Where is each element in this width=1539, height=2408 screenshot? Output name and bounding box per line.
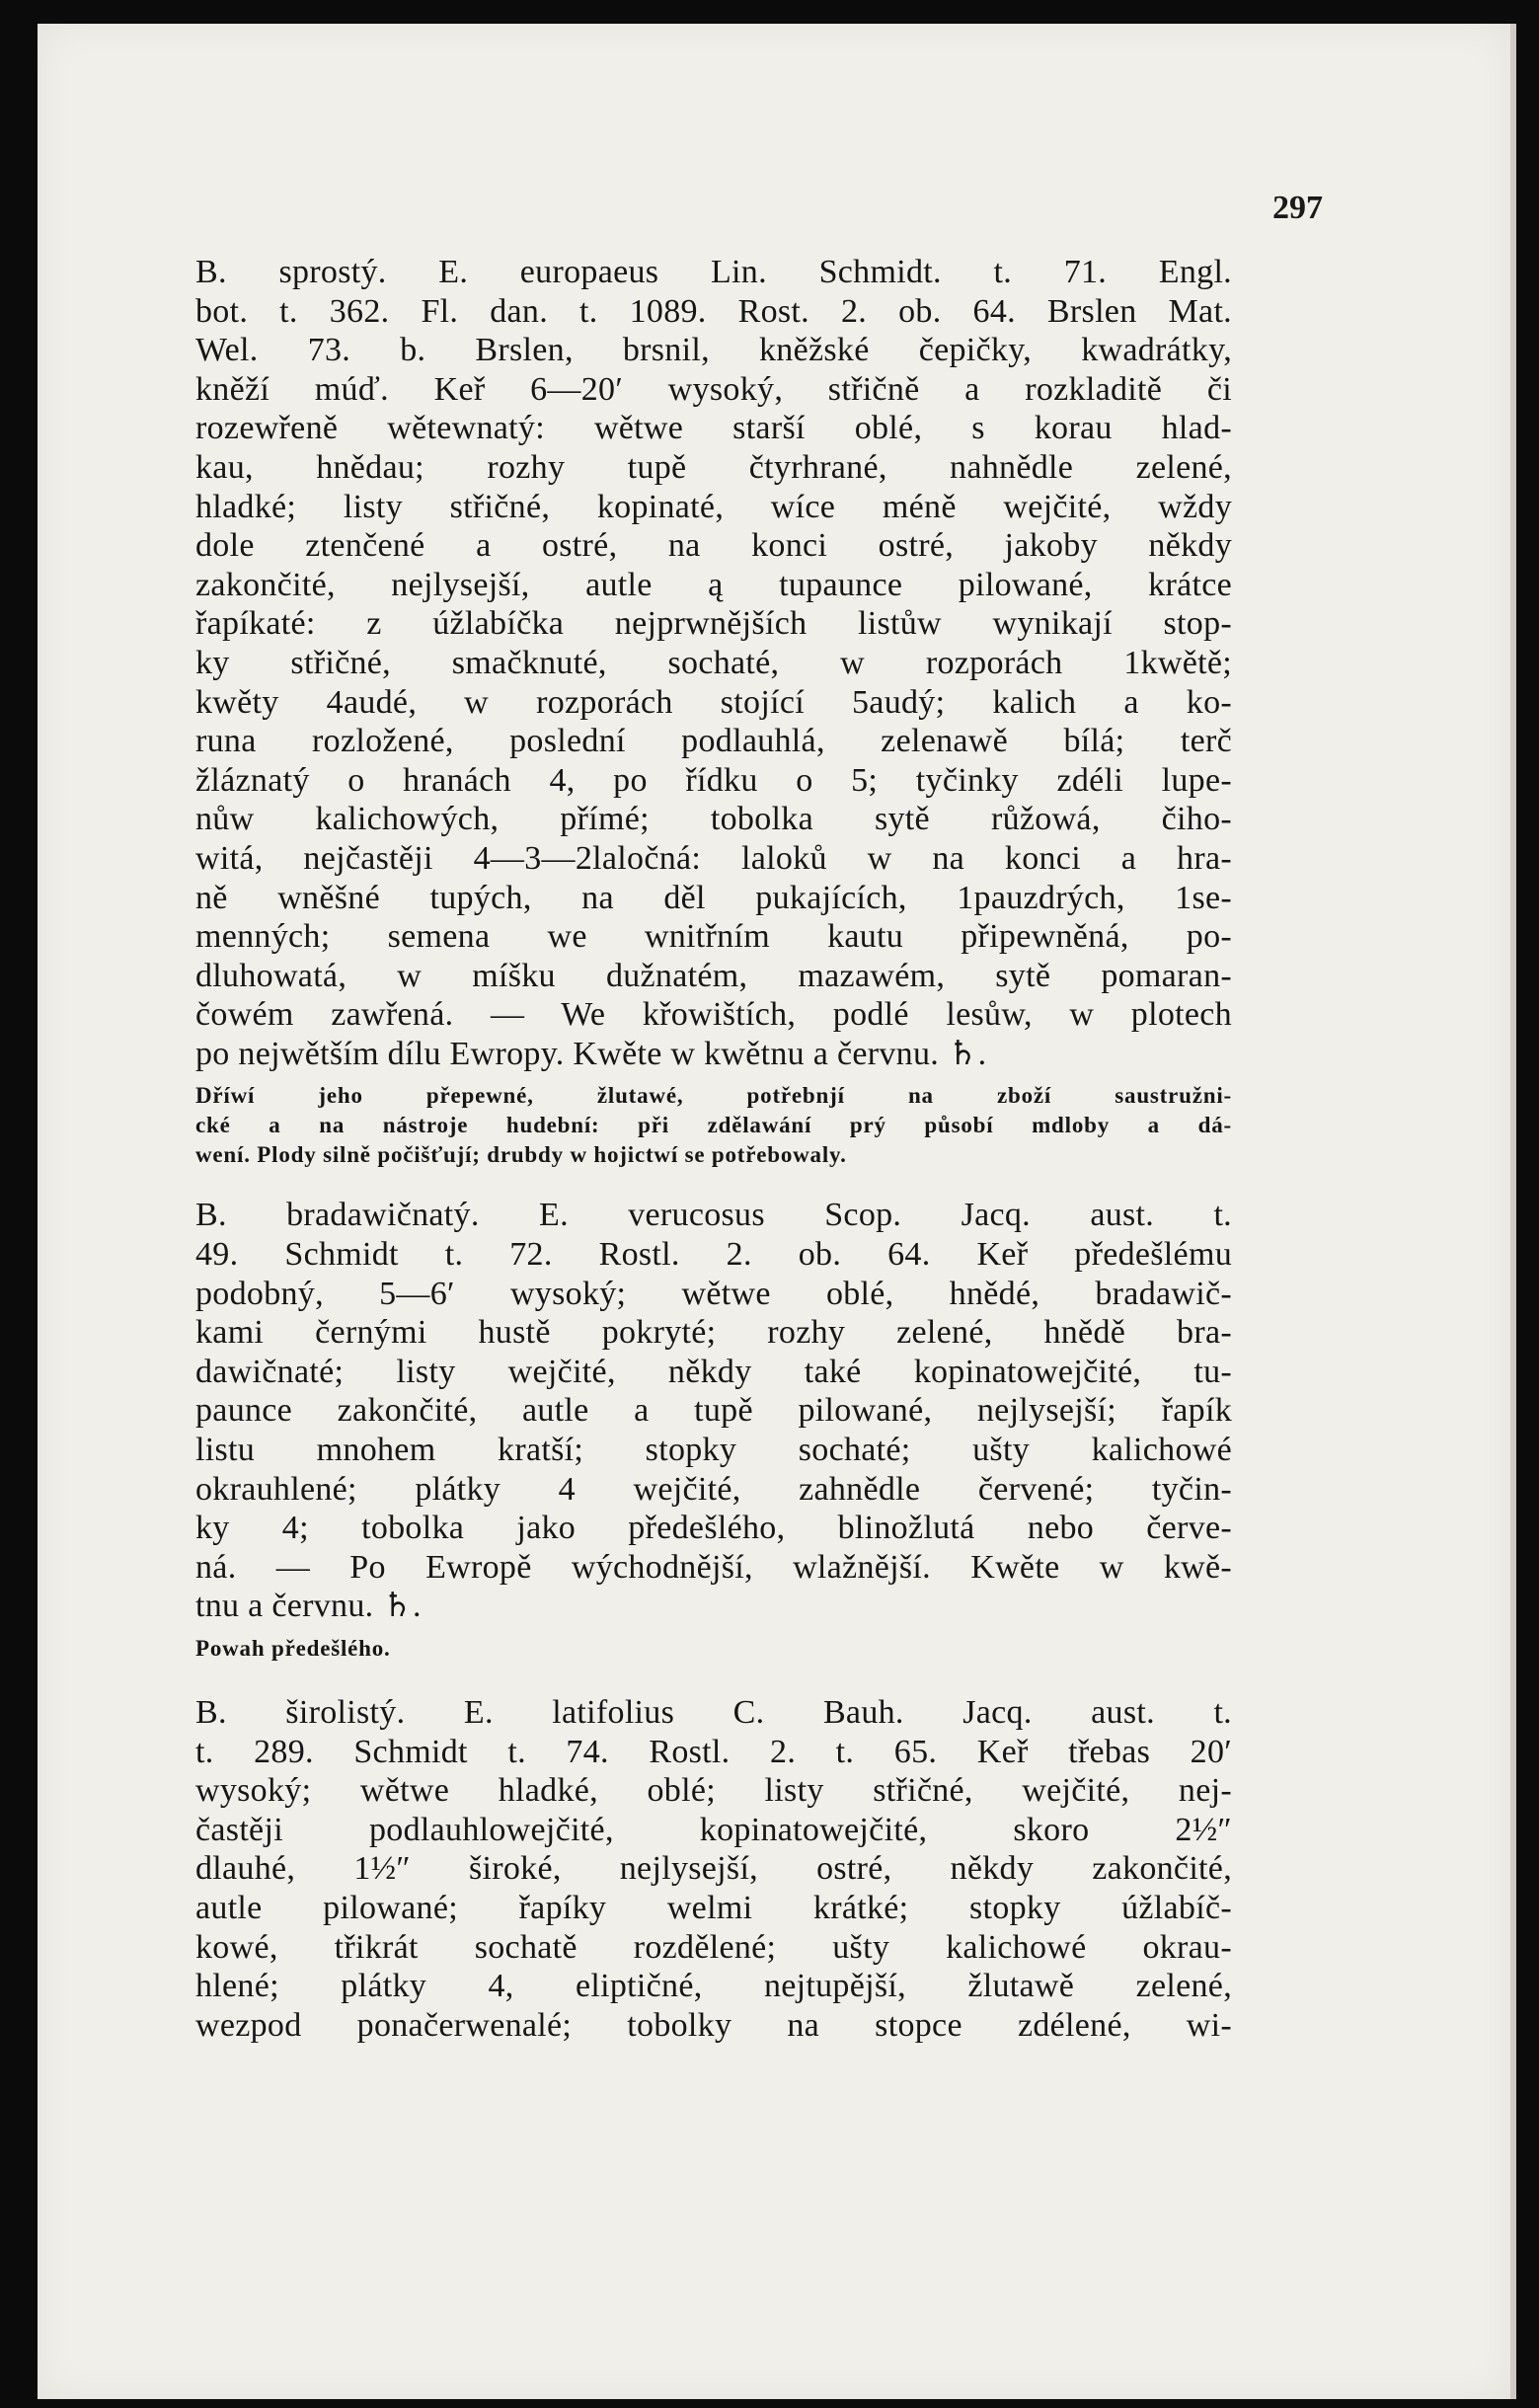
text-line: řapíkaté: z úžlabíčka nejprwnějších listůw wynikají stop- (195, 605, 1232, 643)
text-line: rozewřeně wětewnatý: wětwe starší oblé, s korau hlad- (195, 410, 1232, 447)
text-line: dlauhé, 1½″ široké, nejlysejší, ostré, někdy zakončité, (195, 1850, 1232, 1888)
text-line: kwěty 4audé, w rozporách stojící 5audý; kalich a ko- (195, 683, 1232, 721)
text-line: hladké; listy střičné, kopinaté, wíce méně wejčité, wždy (195, 488, 1232, 525)
text-line: B. sprostý. E. europaeus Lin. Schmidt. t. 71. Engl. (195, 254, 1232, 290)
text-line: B. bradawičnatý. E. verucosus Scop. Jacq. aust. t. (195, 1197, 1232, 1234)
text-line: dole ztenčené a ostré, na konci ostré, jakoby někdy (195, 527, 1232, 565)
text-line: ně wněšné tupých, na děl pukajících, 1pauzdrých, 1se- (195, 879, 1232, 916)
text-line: witá, nejčastěji 4—3—2laločná: laloků w na konci a hra- (195, 839, 1232, 877)
text-line: t. 289. Schmidt t. 74. Rostl. 2. t. 65. Keř třebas 20′ (195, 1733, 1232, 1770)
note-euonymus-verucosus (195, 1634, 1232, 1664)
text-line: tnu a červnu. ♄. (195, 1588, 422, 1625)
paragraph-euonymus-europaeus (195, 253, 1232, 1073)
text-line: wezpod ponačerwenalé; tobolky na stopce zdélené, wi- (195, 2006, 1232, 2044)
paragraph-euonymus-verucosus (195, 1196, 1232, 1626)
text-line: ky střičné, smačknuté, sochaté, w rozporách 1kwětě; (195, 644, 1232, 681)
note-euonymus-europaeus (195, 1081, 1232, 1170)
text-line: B. širolistý. E. latifolius C. Bauh. Jacq. aust. t. (195, 1694, 1232, 1731)
text-line: kněží múď. Keř 6—20′ wysoký, střičně a rozkladitě či (195, 370, 1232, 408)
text-line: paunce zakončité, autle a tupě pilowané, nejlysejší; řapík (195, 1392, 1232, 1430)
note-line: cké a na nástroje hudební: při zdělawání prý působí mdloby a dá- (195, 1113, 1232, 1138)
text-line: 49. Schmidt t. 72. Rostl. 2. ob. 64. Keř předešlému (195, 1236, 1232, 1274)
text-line: hlené; plátky 4, eliptičné, nejtupější, žlutawě zelené, (195, 1968, 1232, 2005)
text-block (195, 253, 1232, 2045)
text-line: autle pilowané; řapíky welmi krátké; stopky úžlabíč- (195, 1889, 1232, 1926)
text-line: zakončité, nejlysejší, autle ą tupaunce pilowané, krátce (195, 566, 1232, 603)
paragraph-euonymus-latifolius (195, 1693, 1232, 2045)
text-line: wysoký; wětwe hladké, oblé; listy střičné, wejčité, nej- (195, 1772, 1232, 1810)
text-line: runa rozložené, poslední podlauhlá, zelenawě bílá; terč (195, 723, 1232, 760)
text-line: čowém zawřená. — We křowištích, podlé lesůw, w plotech (195, 996, 1232, 1034)
text-line: žláznatý o hranách 4, po řídku o 5; tyčinky zdéli lupe- (195, 761, 1232, 799)
text-line: ky 4; tobolka jako předešlého, blinožlutá nebo červe- (195, 1510, 1232, 1547)
text-line: podobný, 5—6′ wysoký; wětwe oblé, hnědé, bradawič- (195, 1275, 1232, 1312)
text-line: dawičnaté; listy wejčité, někdy také kopinatowejčité, tu- (195, 1353, 1232, 1390)
text-line: listu mnohem kratší; stopky sochaté; ušty kalichowé (195, 1432, 1232, 1469)
text-line: častěji podlauhlowejčité, kopinatowejčité, skoro 2½″ (195, 1811, 1232, 1848)
book-page (38, 24, 1516, 2399)
text-line: Wel. 73. b. Brslen, brsnil, kněžské čepičky, kwadrátky, (195, 332, 1232, 369)
note-line: Dříwí jeho přepewné, žlutawé, potřebnjí na zboží saustružni- (195, 1083, 1232, 1109)
text-line: bot. t. 362. Fl. dan. t. 1089. Rost. 2. ob. 64. Brslen Mat. (195, 292, 1232, 330)
note-line: Powah předešlého. (195, 1636, 391, 1661)
text-line: ná. — Po Ewropě wýchodnější, wlažnější. Kwěte w kwě- (195, 1548, 1232, 1586)
text-line: okrauhlené; plátky 4 wejčité, zahnědle červené; tyčin- (195, 1470, 1232, 1508)
page-number: 297 (1272, 190, 1323, 226)
text-line: kowé, třikrát sochatě rozdělené; ušty kalichowé okrau- (195, 1928, 1232, 1966)
text-line: kau, hnědau; rozhy tupě čtyrhrané, nahnědle zelené, (195, 448, 1232, 486)
text-line: menných; semena we wnitřním kautu připewněná, po- (195, 918, 1232, 956)
text-line: nůw kalichowých, přímé; tobolka sytě růžowá, čiho- (195, 801, 1232, 838)
text-line: kami černými hustě pokryté; rozhy zelené, hnědě bra- (195, 1314, 1232, 1352)
text-line: po nejwětším dílu Ewropy. Kwěte w kwětnu a červnu. ♄. (195, 1035, 987, 1072)
text-line: dluhowatá, w míšku dužnatém, mazawém, sytě pomaran- (195, 957, 1232, 994)
note-line: wení. Plody silně počišťují; drubdy w hojictwí se potřebowaly. (195, 1142, 847, 1168)
